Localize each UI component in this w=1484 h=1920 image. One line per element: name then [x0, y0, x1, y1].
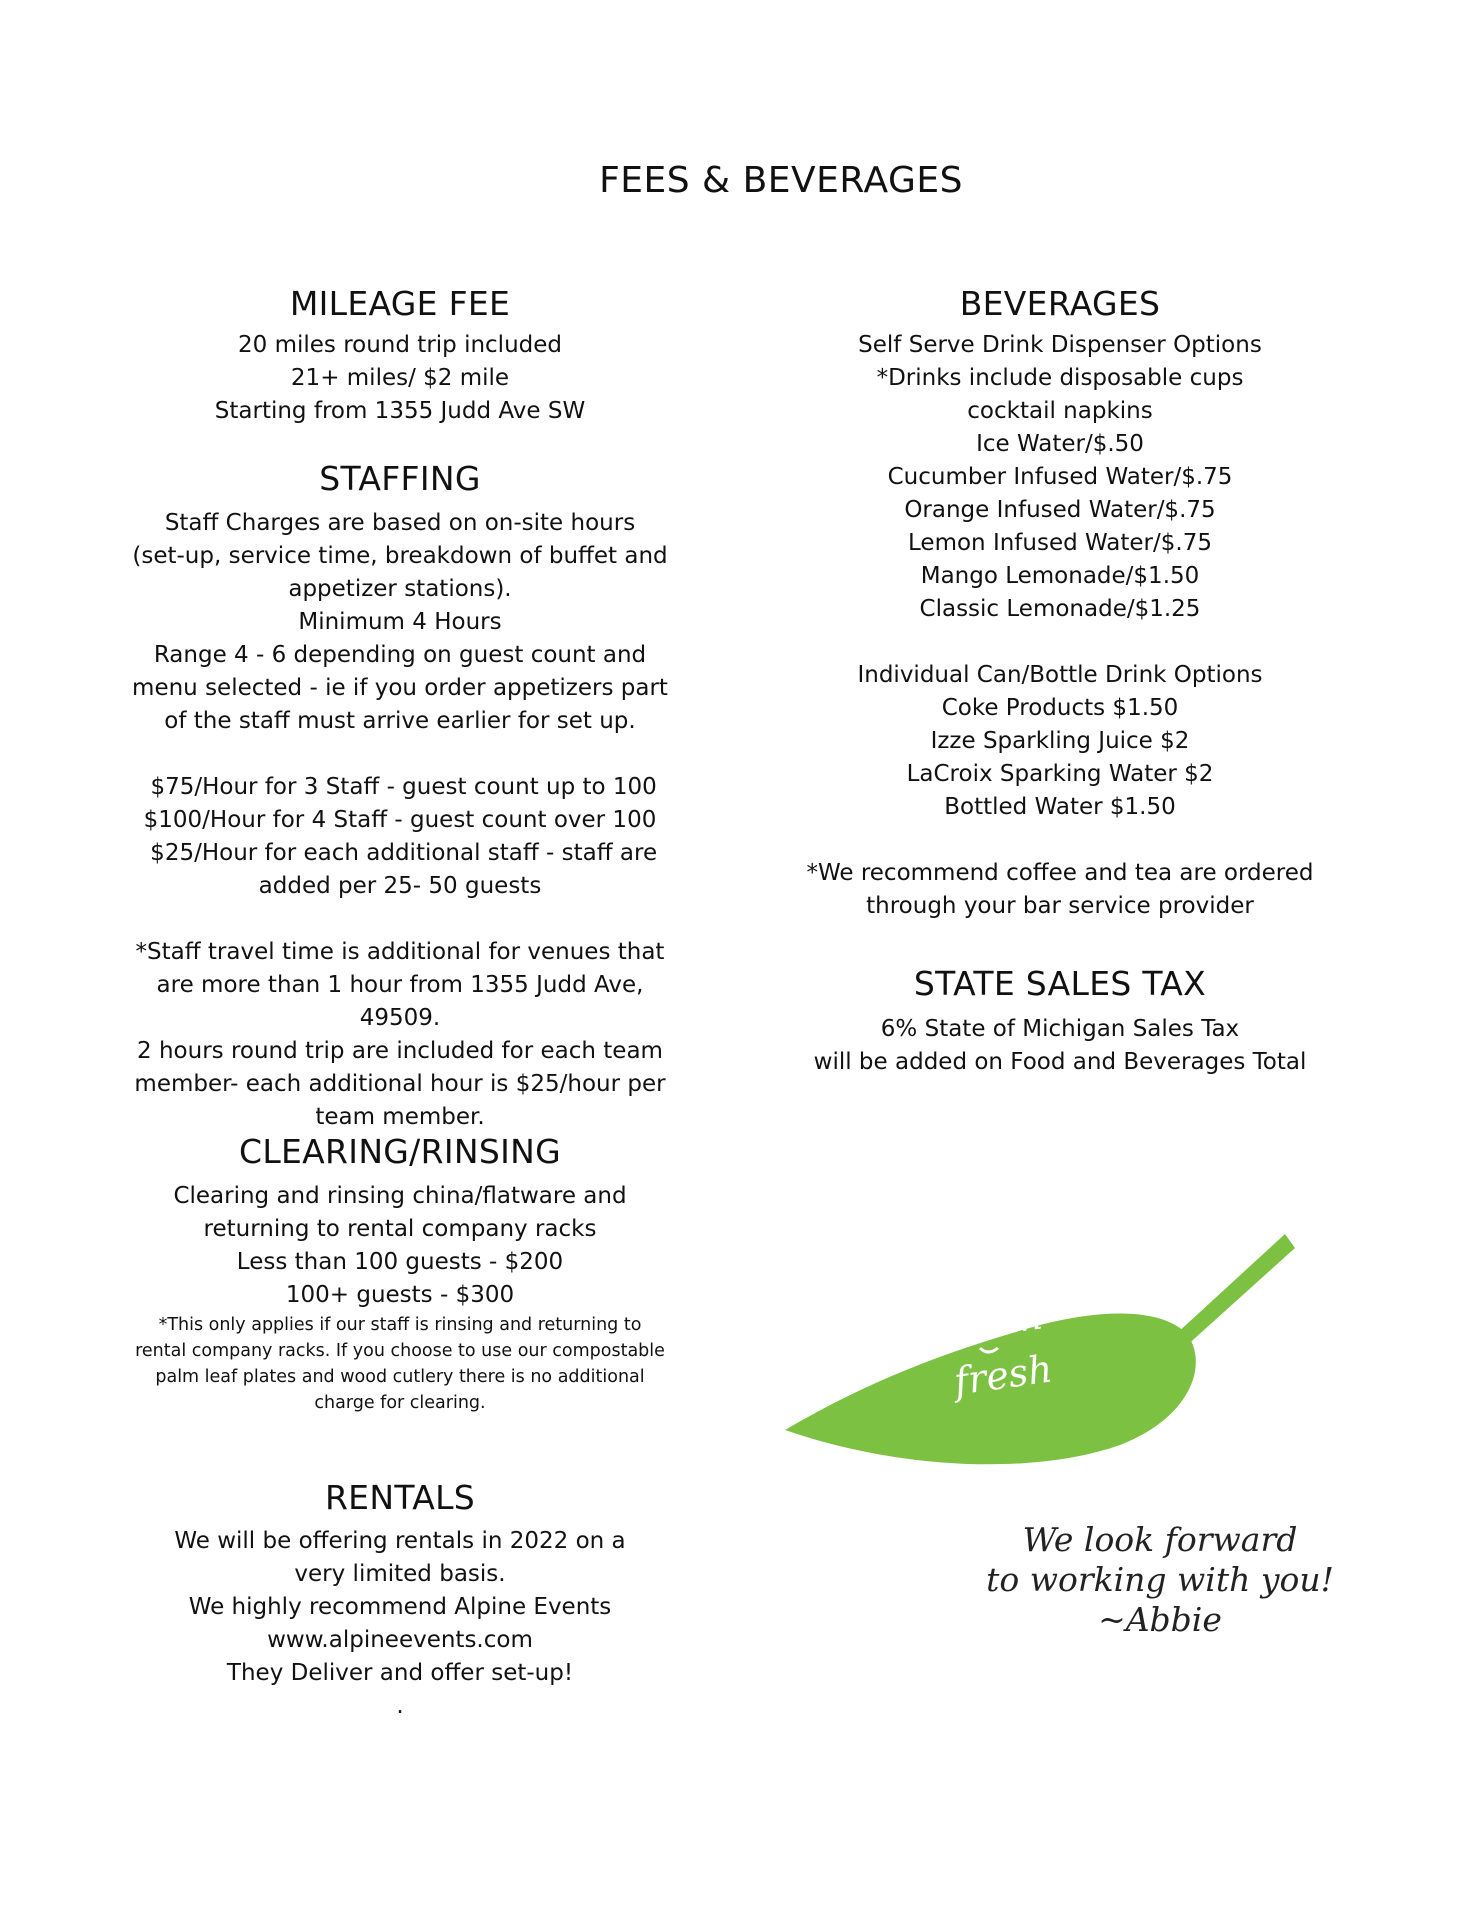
text-line: returning to rental company racks [203, 1216, 597, 1242]
tax-body [760, 1013, 1360, 1079]
text-line: Mango Lemonade/$1.50 [920, 563, 1200, 589]
text-line: *Drinks include disposable cups [876, 365, 1244, 391]
text-line: charge for clearing. [314, 1393, 486, 1413]
text-line: Minimum 4 Hours [298, 609, 502, 635]
clearing-fine-print [100, 1312, 700, 1416]
beverages-body [760, 329, 1360, 923]
text-line: through your bar service provider [866, 893, 1254, 919]
clearing-body [100, 1180, 700, 1312]
text-line: added per 25- 50 guests [258, 873, 542, 899]
staffing-body [100, 507, 700, 1134]
text-line: 21+ miles/ $2 mile [290, 365, 510, 391]
text-line: We will be offering rentals in 2022 on a [174, 1528, 626, 1554]
text-line: Coke Products $1.50 [941, 695, 1179, 721]
text-line: Individual Can/Bottle Drink Options [857, 662, 1263, 688]
rentals-heading: RENTALS [324, 1478, 476, 1517]
text-line: $25/Hour for each additional staff - staff are [142, 840, 658, 866]
beverages-heading: BEVERAGES [959, 284, 1161, 323]
mileage-body [100, 329, 700, 428]
text-line: rental company racks. If you choose to use our compostable [135, 1341, 665, 1361]
text-line: $75/Hour for 3 Staff - guest count up to 100 [143, 774, 657, 800]
text-line: menu selected - ie if you order appetizers part [132, 675, 668, 701]
text-line: Izze Sparkling Juice $2 [930, 728, 1190, 754]
text-line: 2 hours round trip are included for each team [137, 1038, 663, 1064]
rentals-body [100, 1525, 700, 1723]
leaf-icon [780, 1210, 1300, 1470]
text-line: Staff Charges are based on on-site hours [164, 510, 636, 536]
text-line: Range 4 - 6 depending on guest count and [153, 642, 647, 668]
text-line: Clearing and rinsing china/flatware and [173, 1183, 627, 1209]
mileage-heading: MILEAGE FEE [289, 284, 511, 323]
text-line: to working with you! [986, 1560, 1334, 1599]
text-line: 20 miles round trip included [238, 332, 562, 358]
logo-word-gettin: gettin' [932, 1295, 1055, 1353]
text-line: *This only applies if our staff is rinsing and returning to [158, 1315, 642, 1335]
text-line: *Staff travel time is additional for venues that [135, 939, 665, 965]
text-line: are more than 1 hour from 1355 Judd Ave, [156, 972, 644, 998]
spacer [760, 824, 1360, 857]
text-line: will be added on Food and Beverages Total [813, 1049, 1307, 1075]
text-line: Bottled Water $1.50 [944, 794, 1176, 820]
text-line: ~Abbie [1098, 1600, 1222, 1639]
signoff [960, 1520, 1360, 1640]
spacer [760, 626, 1360, 659]
clearing-heading: CLEARING/RINSING [239, 1132, 561, 1171]
text-line: Orange Infused Water/$.75 [904, 497, 1216, 523]
text-line: LaCroix Sparking Water $2 [906, 761, 1214, 787]
spacer [100, 903, 700, 936]
tax-heading: STATE SALES TAX [913, 964, 1207, 1003]
text-line: We highly recommend Alpine Events [188, 1594, 612, 1620]
text-line: . [396, 1693, 404, 1719]
text-line: 100+ guests - $300 [285, 1282, 515, 1308]
text-line: team member. [315, 1104, 485, 1130]
text-line: very limited basis. [294, 1561, 506, 1587]
text-line: Classic Lemonade/$1.25 [919, 596, 1201, 622]
text-line: *We recommend coffee and tea are ordered [806, 860, 1314, 886]
text-line: cocktail napkins [967, 398, 1153, 424]
text-line: Lemon Infused Water/$.75 [908, 530, 1212, 556]
text-line: (set-up, service time, breakdown of buffet and [132, 543, 668, 569]
text-line: They Deliver and offer set-up! [226, 1660, 574, 1686]
logo-word-fresh: fresh [951, 1346, 1056, 1404]
gettin-fresh-logo [780, 1210, 1300, 1470]
text-line: Self Serve Drink Dispenser Options [858, 332, 1262, 358]
text-line: Cucumber Infused Water/$.75 [887, 464, 1233, 490]
text-line: of the staff must arrive earlier for set up. [164, 708, 636, 734]
text-line: $100/Hour for 4 Staff - guest count over 100 [143, 807, 657, 833]
spacer [100, 738, 700, 771]
text-line: appetizer stations). [288, 576, 512, 602]
text-line: 49509. [359, 1005, 441, 1031]
text-line: palm leaf plates and wood cutlery there is no additional [155, 1367, 645, 1387]
staffing-heading: STAFFING [319, 459, 481, 498]
text-line: 6% State of Michigan Sales Tax [880, 1016, 1240, 1042]
text-line: Starting from 1355 Judd Ave SW [214, 398, 586, 424]
text-line: Less than 100 guests - $200 [236, 1249, 564, 1275]
text-line: Ice Water/$.50 [976, 431, 1144, 457]
text-line: www.alpineevents.com [267, 1627, 533, 1653]
page-title: FEES & BEVERAGES [599, 160, 963, 201]
text-line: member- each additional hour is $25/hour per [134, 1071, 666, 1097]
text-line: We look forward [1022, 1520, 1298, 1559]
